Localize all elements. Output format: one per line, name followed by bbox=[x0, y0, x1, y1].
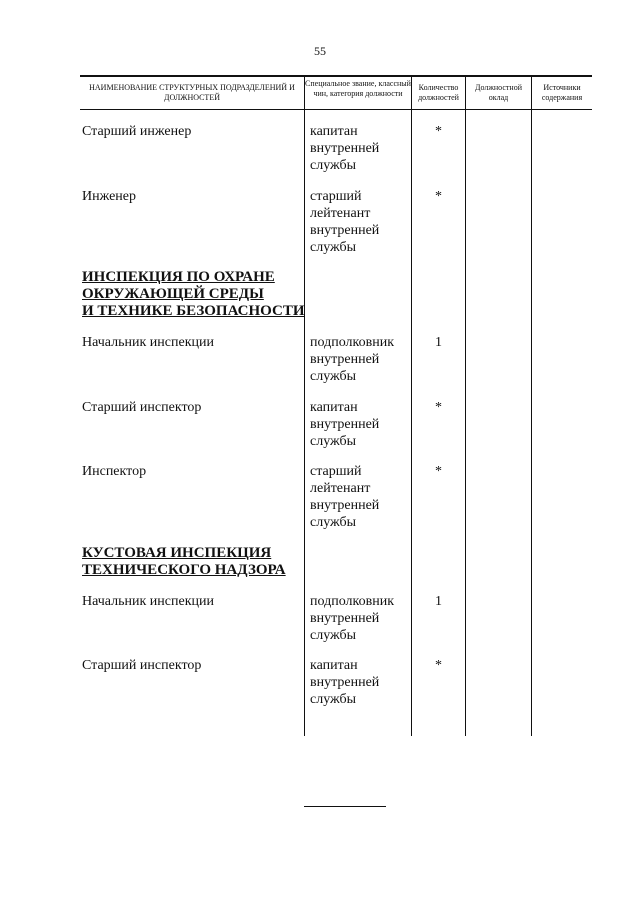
footer-rule bbox=[304, 806, 386, 807]
rank-cell bbox=[310, 188, 408, 256]
position-count: * bbox=[435, 124, 442, 139]
column-divider bbox=[304, 76, 305, 736]
rank-line: лейтенант bbox=[310, 206, 371, 221]
position-name: Старший инспектор bbox=[82, 658, 202, 673]
section-heading-inspection-environment bbox=[82, 269, 305, 320]
section-heading-line: ИНСПЕКЦИЯ ПО ОХРАНЕ bbox=[82, 269, 275, 285]
rank-line: капитан bbox=[310, 658, 358, 673]
position-count: * bbox=[435, 400, 442, 415]
rank-line: службы bbox=[310, 369, 357, 384]
rank-line: внутренней bbox=[310, 223, 380, 238]
position-name: Инженер bbox=[82, 189, 137, 204]
rank-cell bbox=[310, 593, 408, 644]
rank-line: службы bbox=[310, 434, 357, 449]
rank-line: подполковник bbox=[310, 335, 394, 350]
position-count: 1 bbox=[435, 594, 442, 609]
section-heading-line: ТЕХНИЧЕСКОГО НАДЗОРА bbox=[82, 562, 286, 578]
rank-cell bbox=[310, 657, 408, 708]
position-name: Инспектор bbox=[82, 464, 147, 479]
rank-line: внутренней bbox=[310, 417, 380, 432]
position-name: Начальник инспекции bbox=[82, 335, 214, 350]
rank-cell bbox=[310, 123, 408, 174]
position-count: * bbox=[435, 189, 442, 204]
rank-line: старший bbox=[310, 189, 362, 204]
rank-line: службы bbox=[310, 628, 357, 643]
rank-line: лейтенант bbox=[310, 481, 371, 496]
rank-line: службы bbox=[310, 692, 357, 707]
section-heading-line: ОКРУЖАЮЩЕЙ СРЕДЫ bbox=[82, 286, 264, 302]
rank-line: внутренней bbox=[310, 498, 380, 513]
position-name: Начальник инспекции bbox=[82, 594, 214, 609]
table-top-rule bbox=[80, 75, 592, 77]
rank-line: старший bbox=[310, 464, 362, 479]
rank-line: капитан bbox=[310, 400, 358, 415]
rank-line: службы bbox=[310, 240, 357, 255]
rank-cell bbox=[310, 463, 408, 531]
rank-line: службы bbox=[310, 515, 357, 530]
rank-line: внутренней bbox=[310, 675, 380, 690]
position-count: * bbox=[435, 658, 442, 673]
position-count: 1 bbox=[435, 335, 442, 350]
page-number: 55 bbox=[314, 44, 326, 58]
rank-line: внутренней bbox=[310, 352, 380, 367]
column-divider bbox=[465, 76, 466, 736]
column-divider bbox=[531, 76, 532, 736]
header-structure-names: НАИМЕНОВАНИЕ СТРУКТУРНЫХ ПОДРАЗДЕЛЕНИЙ И ДОЛЖНОСТЕЙ bbox=[89, 83, 295, 102]
section-heading-line: КУСТОВАЯ ИНСПЕКЦИЯ bbox=[82, 545, 272, 561]
rank-cell bbox=[310, 334, 408, 385]
header-special-rank: Специальное звание, классный чин, категория должности bbox=[305, 79, 411, 98]
header-position-count: Количество должностей bbox=[418, 83, 459, 102]
table-header-rule bbox=[80, 109, 592, 110]
rank-line: внутренней bbox=[310, 611, 380, 626]
header-salary: Должностной оклад bbox=[475, 83, 522, 102]
rank-cell bbox=[310, 399, 408, 450]
section-heading-line: И ТЕХНИКЕ БЕЗОПАСНОСТИ bbox=[82, 303, 305, 319]
rank-line: капитан bbox=[310, 124, 358, 139]
header-funding-sources: Источники содержания bbox=[541, 83, 583, 102]
rank-line: внутренней bbox=[310, 141, 380, 156]
position-name: Старший инженер bbox=[82, 124, 192, 139]
rank-line: службы bbox=[310, 158, 357, 173]
position-name: Старший инспектор bbox=[82, 400, 202, 415]
position-count: * bbox=[435, 464, 442, 479]
section-heading-technical-supervision bbox=[82, 545, 286, 579]
rank-line: подполковник bbox=[310, 594, 394, 609]
